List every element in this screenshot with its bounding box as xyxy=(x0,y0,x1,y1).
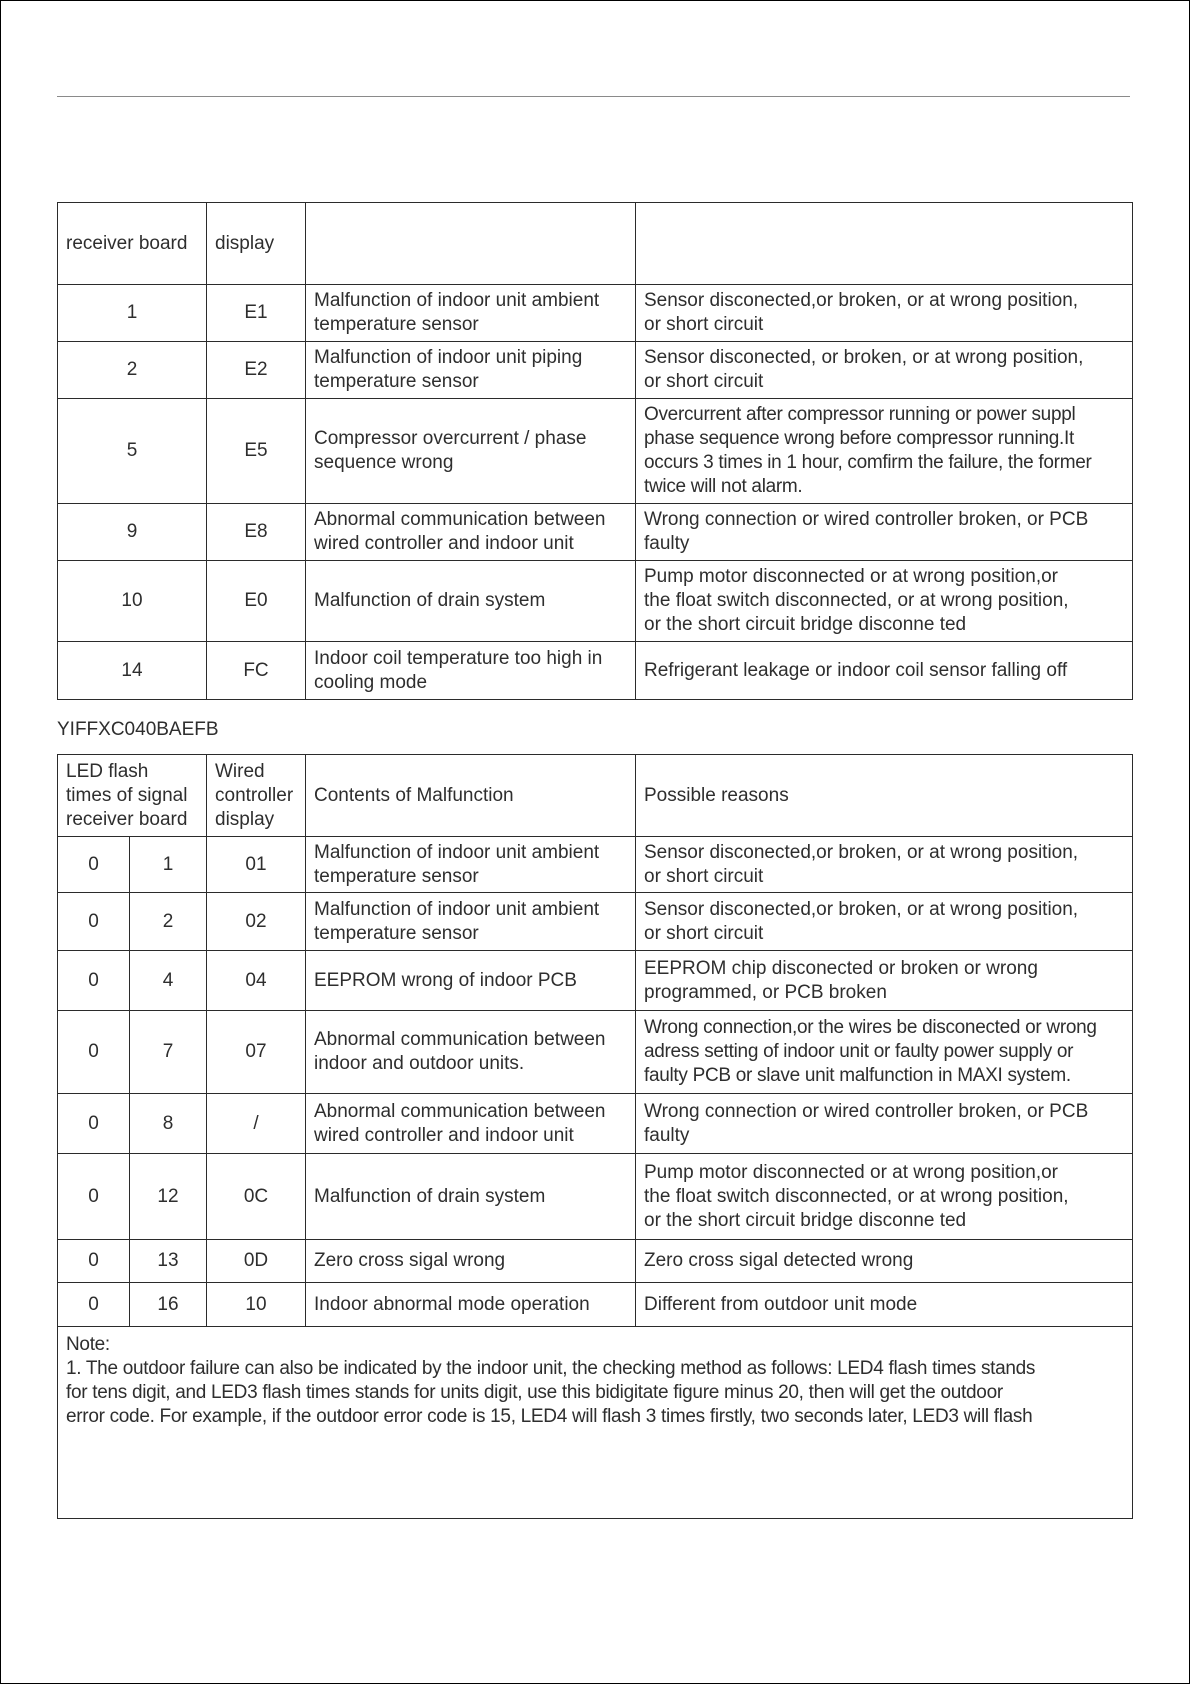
table-row xyxy=(58,951,1133,1011)
table-row xyxy=(58,642,1133,700)
led3-cell: 4 xyxy=(130,951,207,1011)
reasons-cell xyxy=(636,642,1133,700)
table-row xyxy=(58,342,1133,399)
table-row xyxy=(58,1240,1133,1283)
text-line: or short circuit xyxy=(644,371,764,392)
table-row xyxy=(58,837,1133,893)
text-line: phase sequence wrong before compressor running.It xyxy=(644,428,1074,449)
text-line: the float switch disconnected, or at wrong position, xyxy=(644,590,1069,611)
display-code-cell: 01 xyxy=(207,837,306,893)
reasons-cell xyxy=(636,1240,1133,1283)
table-row xyxy=(58,504,1133,561)
text-line: temperature sensor xyxy=(314,371,479,392)
text-line: sequence wrong xyxy=(314,452,454,473)
text-line: Sensor disconected,or broken, or at wrong position, xyxy=(644,290,1079,311)
text-line: Wrong connection or wired controller broken, or PCB xyxy=(644,1100,1089,1122)
led3-cell: 2 xyxy=(130,893,207,951)
malfunction-cell xyxy=(306,561,636,642)
text-line: or the short circuit bridge disconne ted xyxy=(644,1209,967,1231)
led3-cell: 13 xyxy=(130,1240,207,1283)
header-led-cell: receiver board xyxy=(58,203,207,285)
header-reasons-cell: Possible reasons xyxy=(636,755,1133,837)
display-code-cell: / xyxy=(207,1094,306,1154)
text-line: or short circuit xyxy=(644,314,764,335)
text-line: faulty xyxy=(644,1124,690,1146)
reasons-cell xyxy=(636,951,1133,1011)
text-line: Abnormal communication between xyxy=(314,1100,606,1122)
text-line: Indoor abnormal mode operation xyxy=(314,1293,590,1315)
malfunction-cell xyxy=(306,1283,636,1327)
led3-cell: 1 xyxy=(130,837,207,893)
display-code-cell: FC xyxy=(207,642,306,700)
table-row xyxy=(58,285,1133,342)
text-line: wired controller and indoor unit xyxy=(314,533,574,554)
header-contents-cell: Contents of Malfunction xyxy=(306,755,636,837)
malfunction-cell xyxy=(306,642,636,700)
text-line: display xyxy=(215,808,275,830)
malfunction-cell xyxy=(306,893,636,951)
header-contents-cell xyxy=(306,203,636,285)
led4-cell: 0 xyxy=(58,1011,130,1094)
led-flash-cell: 1 xyxy=(58,285,207,342)
led-flash-cell: 14 xyxy=(58,642,207,700)
led-flash-cell: 10 xyxy=(58,561,207,642)
led4-cell: 0 xyxy=(58,1283,130,1327)
text-line: EEPROM chip disconected or broken or wrong xyxy=(644,957,1038,979)
header-reasons-cell xyxy=(636,203,1133,285)
text-line: Sensor disconected,or broken, or at wrong position, xyxy=(644,841,1079,863)
text-line: EEPROM wrong of indoor PCB xyxy=(314,969,577,991)
text-line: Sensor disconected, or broken, or at wrong position, xyxy=(644,347,1084,368)
text-line: temperature sensor xyxy=(314,314,479,335)
reasons-cell xyxy=(636,399,1133,504)
malfunction-cell xyxy=(306,1154,636,1240)
text-line: Malfunction of drain system xyxy=(314,1185,546,1207)
text-line: occurs 3 times in 1 hour, comfirm the failure, the former xyxy=(644,452,1092,473)
text-line: Abnormal communication between xyxy=(314,509,606,530)
reasons-cell xyxy=(636,893,1133,951)
text-line: Wrong connection,or the wires be disconected or wrong xyxy=(644,1017,1097,1038)
note-line: for tens digit, and LED3 flash times stands for units digit, use this bidigitate figure minus 20, then will get the outdoor xyxy=(66,1382,1003,1403)
text-line: cooling mode xyxy=(314,671,428,693)
led4-cell: 0 xyxy=(58,1154,130,1240)
text-line: receiver board xyxy=(66,808,188,830)
text-line: Overcurrent after compressor running or power suppl xyxy=(644,404,1076,425)
text-line: faulty xyxy=(644,533,690,554)
error-code-table-1 xyxy=(57,202,1133,700)
table-row xyxy=(58,561,1133,642)
note-line: 1. The outdoor failure can also be indicated by the indoor unit, the checking method as follows: LED4 flash times stands xyxy=(66,1358,1036,1379)
note-row xyxy=(58,1327,1133,1519)
text-line: the float switch disconnected, or at wrong position, xyxy=(644,1185,1069,1207)
display-code-cell: E2 xyxy=(207,342,306,399)
reasons-cell xyxy=(636,1154,1133,1240)
text-line: Malfunction of indoor unit piping xyxy=(314,347,583,368)
display-code-cell: E1 xyxy=(207,285,306,342)
led4-cell: 0 xyxy=(58,951,130,1011)
led3-cell: 7 xyxy=(130,1011,207,1094)
led3-cell: 16 xyxy=(130,1283,207,1327)
display-code-cell: E5 xyxy=(207,399,306,504)
text-line: Refrigerant leakage or indoor coil sensor falling off xyxy=(644,659,1068,681)
reasons-cell xyxy=(636,1283,1133,1327)
text-line: times of signal xyxy=(66,784,188,806)
text-line: Pump motor disconnected or at wrong position,or xyxy=(644,566,1058,587)
malfunction-cell xyxy=(306,399,636,504)
text-line: Different from outdoor unit mode xyxy=(644,1293,918,1315)
text-line: Malfunction of indoor unit ambient xyxy=(314,290,600,311)
text-line: Pump motor disconnected or at wrong position,or xyxy=(644,1161,1058,1183)
table-row xyxy=(58,1283,1133,1327)
header-display-cell xyxy=(207,755,306,837)
text-line: LED flash xyxy=(66,760,149,782)
text-line: Malfunction of drain system xyxy=(314,590,546,611)
malfunction-cell xyxy=(306,504,636,561)
reasons-cell xyxy=(636,285,1133,342)
display-code-cell: E0 xyxy=(207,561,306,642)
reasons-cell xyxy=(636,837,1133,893)
reasons-cell xyxy=(636,504,1133,561)
header-led-cell xyxy=(58,755,207,837)
text-line: adress setting of indoor unit or faulty power supply or xyxy=(644,1041,1074,1062)
reasons-cell xyxy=(636,561,1133,642)
led-flash-cell: 9 xyxy=(58,504,207,561)
error-code-table-2 xyxy=(57,754,1133,1519)
reasons-cell xyxy=(636,342,1133,399)
header-rule xyxy=(57,96,1130,97)
display-code-cell: 07 xyxy=(207,1011,306,1094)
text-line: twice will not alarm. xyxy=(644,476,803,497)
text-line: controller xyxy=(215,784,294,806)
display-code-cell: E8 xyxy=(207,504,306,561)
table-row xyxy=(58,893,1133,951)
table-row xyxy=(58,399,1133,504)
text-line: faulty PCB or slave unit malfunction in MAXI system. xyxy=(644,1065,1071,1086)
display-code-cell: 04 xyxy=(207,951,306,1011)
led3-cell: 8 xyxy=(130,1094,207,1154)
led-flash-cell: 5 xyxy=(58,399,207,504)
text-line: Wired xyxy=(215,760,265,782)
led4-cell: 0 xyxy=(58,893,130,951)
model-number-label: YIFFXC040BAEFB xyxy=(57,719,219,740)
malfunction-cell xyxy=(306,342,636,399)
display-code-cell: 0C xyxy=(207,1154,306,1240)
text-line: Malfunction of indoor unit ambient xyxy=(314,898,600,920)
text-line: temperature sensor xyxy=(314,922,479,944)
table-row xyxy=(58,1011,1133,1094)
text-line: Indoor coil temperature too high in xyxy=(314,647,603,669)
led3-cell: 12 xyxy=(130,1154,207,1240)
text-line: temperature sensor xyxy=(314,865,479,887)
header-display-cell: display xyxy=(207,203,306,285)
led-flash-cell: 2 xyxy=(58,342,207,399)
note-heading: Note: xyxy=(66,1334,110,1355)
table-header-row xyxy=(58,755,1133,837)
display-code-cell: 0D xyxy=(207,1240,306,1283)
table-row xyxy=(58,1094,1133,1154)
text-line: Wrong connection or wired controller broken, or PCB xyxy=(644,509,1089,530)
text-line: or the short circuit bridge disconne ted xyxy=(644,614,967,635)
text-line: programmed, or PCB broken xyxy=(644,981,887,1003)
text-line: or short circuit xyxy=(644,922,764,944)
text-line: Zero cross sigal wrong xyxy=(314,1250,506,1271)
text-line: Malfunction of indoor unit ambient xyxy=(314,841,600,863)
text-line: indoor and outdoor units. xyxy=(314,1053,525,1074)
led4-cell: 0 xyxy=(58,837,130,893)
note-cell xyxy=(58,1327,1133,1519)
malfunction-cell xyxy=(306,951,636,1011)
display-code-cell: 02 xyxy=(207,893,306,951)
text-line: Compressor overcurrent / phase xyxy=(314,428,587,449)
malfunction-cell xyxy=(306,1240,636,1283)
text-line: Sensor disconected,or broken, or at wrong position, xyxy=(644,898,1079,920)
reasons-cell xyxy=(636,1094,1133,1154)
table-header-row xyxy=(58,203,1133,285)
table-row xyxy=(58,1154,1133,1240)
reasons-cell xyxy=(636,1011,1133,1094)
text-line: Zero cross sigal detected wrong xyxy=(644,1250,914,1271)
text-line: Abnormal communication between xyxy=(314,1029,606,1050)
display-code-cell: 10 xyxy=(207,1283,306,1327)
malfunction-cell xyxy=(306,837,636,893)
malfunction-cell xyxy=(306,1011,636,1094)
led4-cell: 0 xyxy=(58,1240,130,1283)
malfunction-cell xyxy=(306,1094,636,1154)
malfunction-cell xyxy=(306,285,636,342)
text-line: or short circuit xyxy=(644,865,764,887)
text-line: wired controller and indoor unit xyxy=(314,1124,574,1146)
note-line: error code. For example, if the outdoor error code is 15, LED4 will flash 3 times firstly, two seconds later, LED3 will flash xyxy=(66,1406,1033,1427)
led4-cell: 0 xyxy=(58,1094,130,1154)
